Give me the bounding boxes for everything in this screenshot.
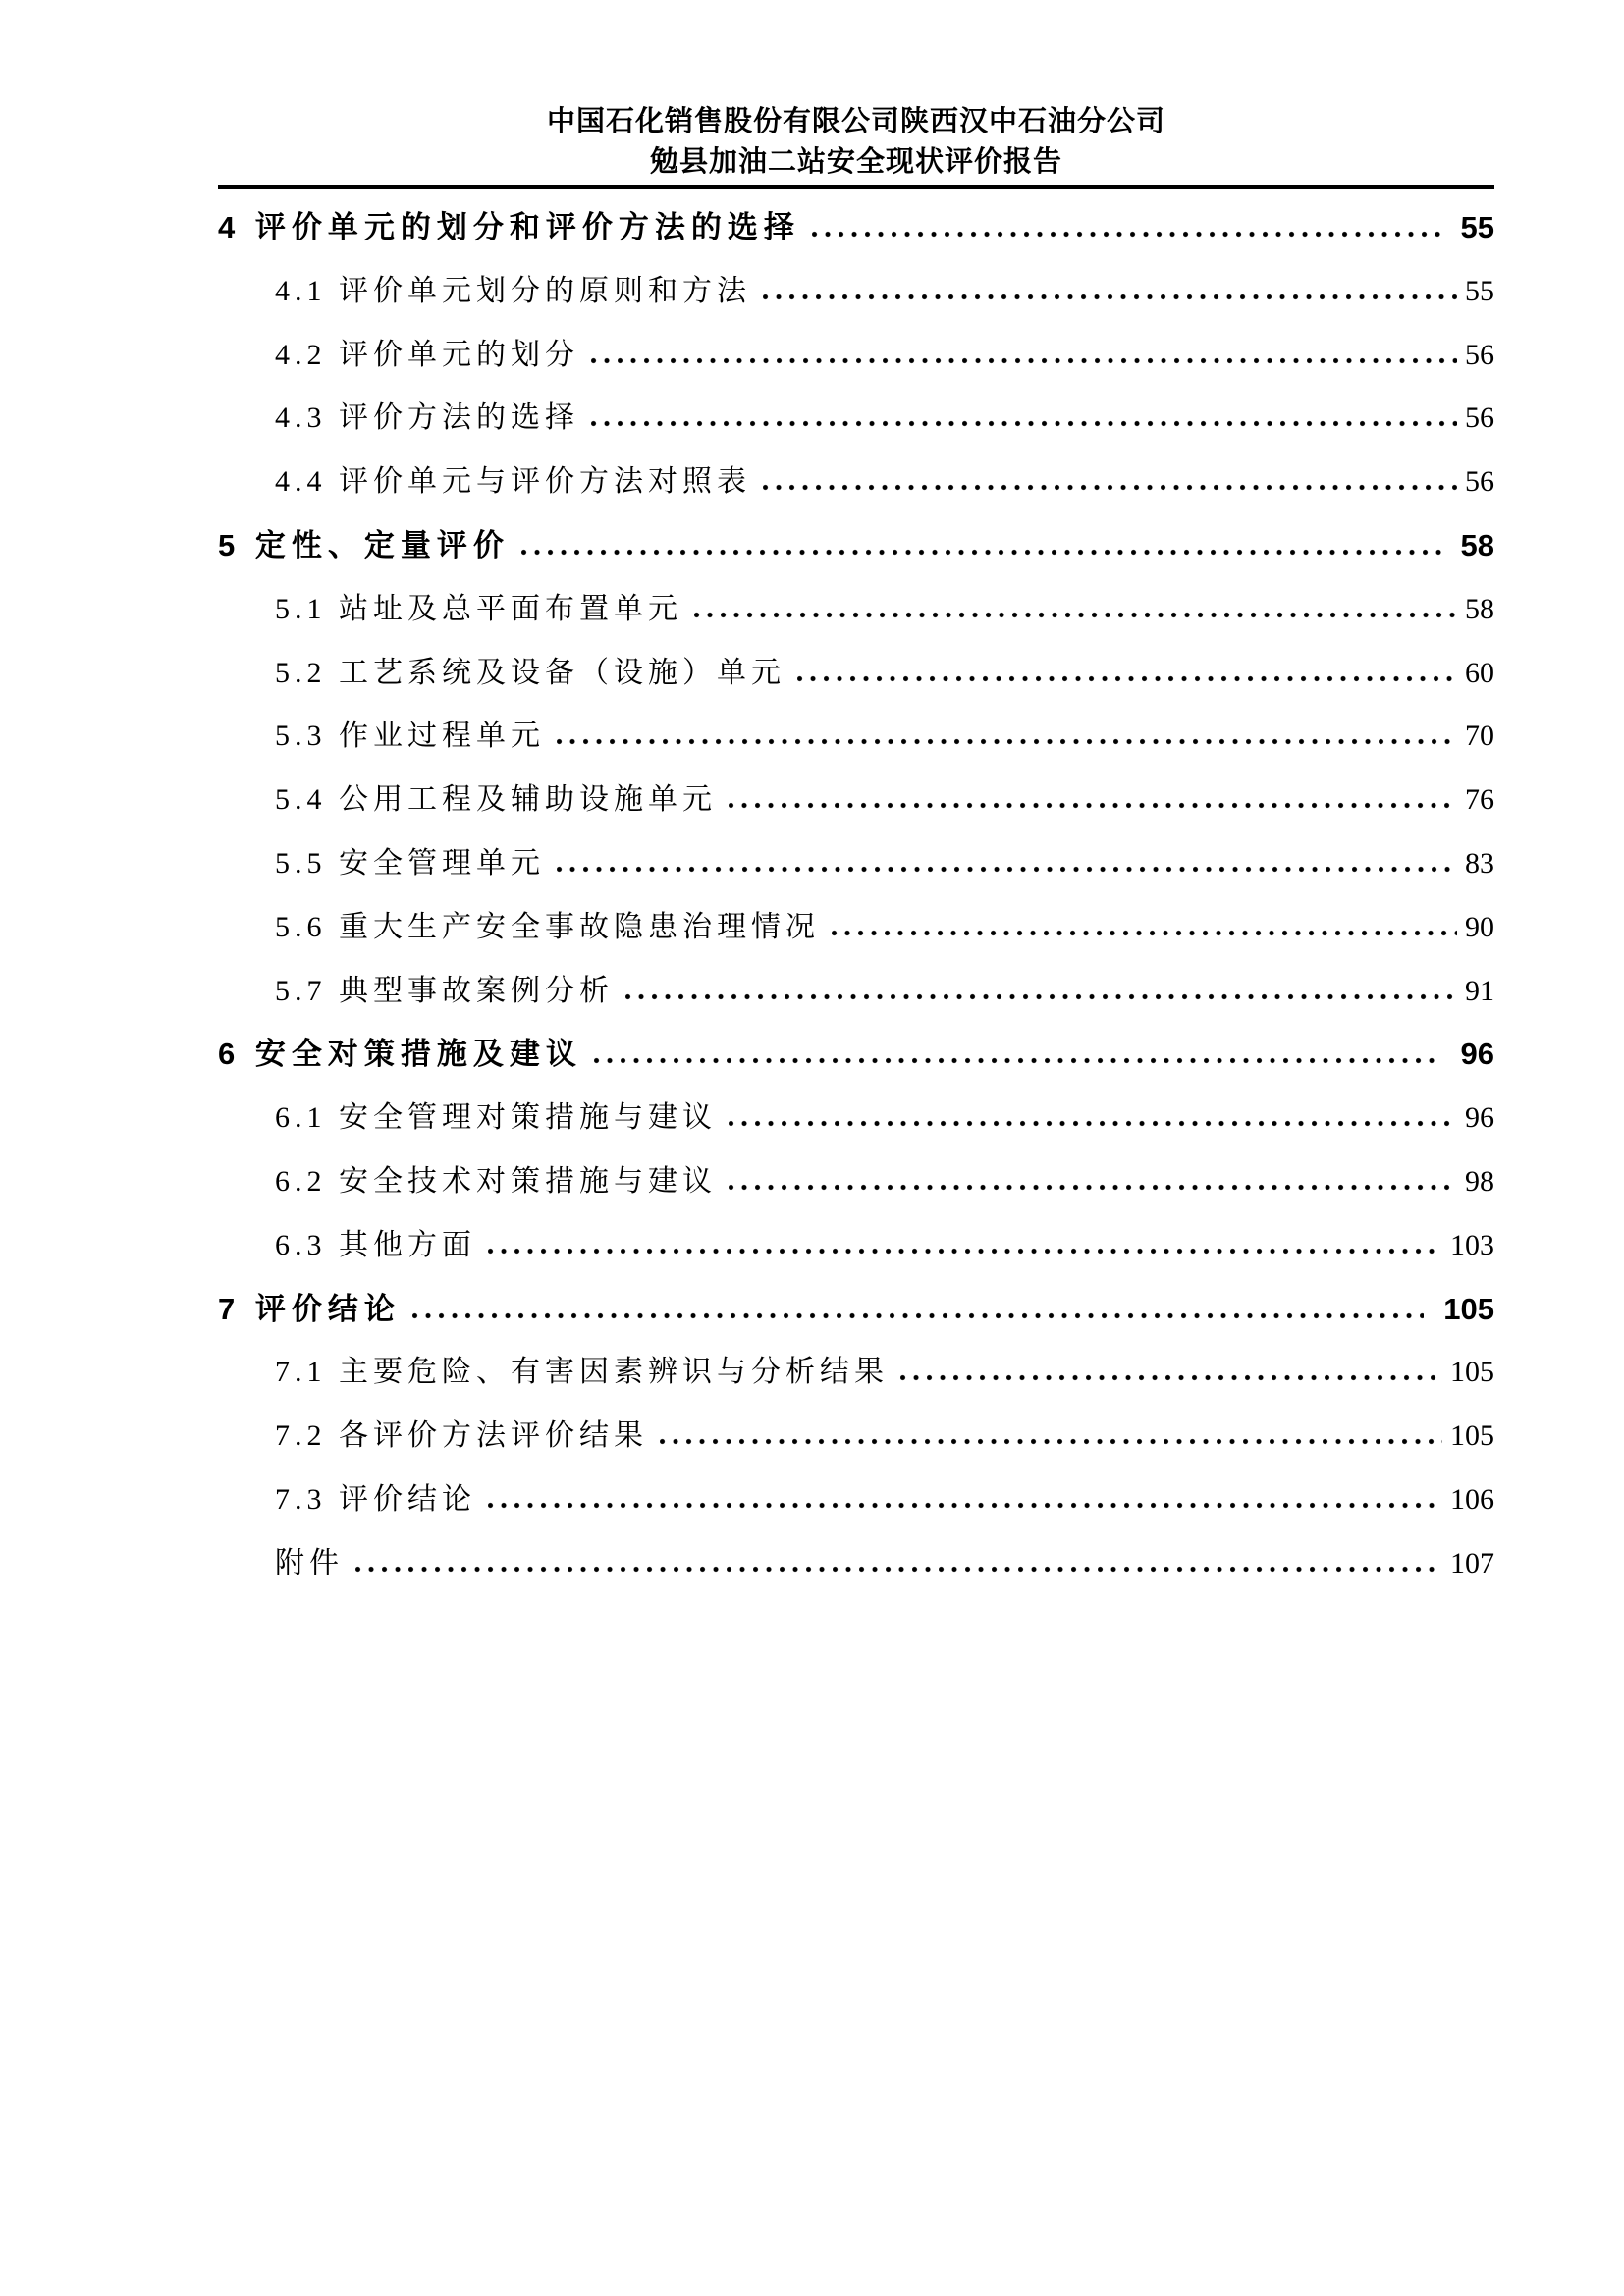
dot-leader (729, 1120, 1457, 1127)
toc-entry-label: 6.1 安全管理对策措施与建议 (275, 1101, 717, 1135)
toc-entry-page: 83 (1465, 846, 1494, 880)
toc-entry[interactable] (218, 960, 1494, 1024)
dot-leader (797, 675, 1457, 682)
toc-entry-page: 76 (1465, 783, 1494, 817)
dot-leader (900, 1374, 1442, 1381)
toc-entry-page: 105 (1450, 1356, 1494, 1389)
dot-leader (625, 993, 1457, 1000)
toc-entry[interactable] (218, 1405, 1494, 1468)
toc-entry[interactable] (218, 514, 1494, 578)
toc-entry-page: 56 (1465, 465, 1494, 499)
toc-entry-label: 5.1 站址及总平面布置单元 (275, 592, 682, 625)
toc-entry[interactable] (218, 1214, 1494, 1278)
toc-entry[interactable] (218, 642, 1494, 706)
dot-leader (729, 802, 1457, 809)
toc-entry-page: 98 (1465, 1164, 1494, 1198)
toc-entry-label: 附件 (275, 1546, 344, 1579)
dot-leader (412, 1312, 1424, 1319)
dot-leader (594, 1057, 1441, 1064)
dot-leader (557, 866, 1457, 873)
toc-entry-page: 96 (1465, 1101, 1494, 1135)
toc-entry-label: 5.3 作业过程单元 (275, 720, 545, 753)
toc-entry-page: 56 (1465, 401, 1494, 435)
toc-entry-page: 105 (1450, 1419, 1494, 1453)
dot-leader (660, 1438, 1442, 1445)
toc-entry-page: 58 (1460, 527, 1494, 562)
page-header (218, 0, 1494, 183)
toc-entry-label: 5.7 典型事故案例分析 (275, 974, 614, 1007)
toc-entry[interactable] (218, 1087, 1494, 1150)
toc-entry-label: 7.2 各评价方法评价结果 (275, 1419, 648, 1453)
toc-entry-page: 60 (1465, 656, 1494, 689)
dot-leader (488, 1248, 1442, 1255)
toc-entry[interactable] (218, 705, 1494, 769)
toc-entry[interactable] (218, 578, 1494, 642)
toc-entry-page: 58 (1465, 592, 1494, 625)
toc-entry[interactable] (218, 451, 1494, 514)
toc-entry-label: 5.5 安全管理单元 (275, 846, 545, 880)
toc-entry-label: 7.3 评价结论 (275, 1482, 476, 1516)
header-divider (218, 185, 1494, 189)
toc-entry-page: 105 (1443, 1291, 1494, 1326)
toc-entry-page: 56 (1465, 338, 1494, 371)
toc-entry-label: 6.3 其他方面 (275, 1228, 476, 1261)
dot-leader (812, 231, 1441, 238)
toc-entry[interactable] (218, 387, 1494, 451)
toc-entry[interactable] (218, 1468, 1494, 1532)
header-report-title-line: 勉县加油二站安全现状评价报告 (649, 146, 1062, 178)
header-company-line: 中国石化销售股份有限公司陕西汉中石油分公司 (546, 106, 1165, 137)
toc-entry[interactable] (218, 260, 1494, 324)
toc-entry-page: 103 (1450, 1228, 1494, 1261)
toc-entry-page: 55 (1465, 274, 1494, 307)
dot-leader (557, 738, 1457, 745)
table-of-contents (218, 196, 1494, 1596)
toc-entry-page: 70 (1465, 720, 1494, 753)
toc-entry[interactable] (218, 896, 1494, 960)
dot-leader (488, 1502, 1442, 1509)
toc-entry-label: 5 定性、定量评价 (218, 527, 510, 562)
toc-entry[interactable] (218, 196, 1494, 260)
toc-entry-page: 55 (1460, 210, 1494, 244)
toc-entry-label: 6 安全对策措施及建议 (218, 1037, 582, 1072)
dot-leader (355, 1566, 1442, 1573)
toc-entry-label: 4 评价单元的划分和评价方法的选择 (218, 210, 800, 244)
toc-entry-page: 90 (1465, 910, 1494, 943)
dot-leader (832, 930, 1457, 936)
toc-entry-label: 5.6 重大生产安全事故隐患治理情况 (275, 910, 820, 943)
toc-entry-page: 91 (1465, 974, 1494, 1007)
toc-entry-label: 5.2 工艺系统及设备（设施）单元 (275, 656, 785, 689)
dot-leader (521, 549, 1441, 556)
toc-entry[interactable] (218, 1150, 1494, 1214)
toc-entry-label: 4.3 评价方法的选择 (275, 401, 579, 435)
toc-entry[interactable] (218, 1023, 1494, 1087)
toc-entry[interactable] (218, 1341, 1494, 1405)
dot-leader (763, 294, 1457, 300)
dot-leader (763, 484, 1457, 491)
toc-entry-label: 7.1 主要危险、有害因素辨识与分析结果 (275, 1356, 889, 1389)
toc-entry[interactable] (218, 324, 1494, 388)
dot-leader (591, 357, 1457, 364)
toc-entry-label: 4.2 评价单元的划分 (275, 338, 579, 371)
dot-leader (591, 420, 1457, 427)
toc-entry-label: 4.4 评价单元与评价方法对照表 (275, 465, 751, 499)
toc-entry[interactable] (218, 769, 1494, 832)
toc-entry-label: 5.4 公用工程及辅助设施单元 (275, 783, 717, 817)
toc-entry-label: 4.1 评价单元划分的原则和方法 (275, 274, 751, 307)
toc-entry[interactable] (218, 1278, 1494, 1342)
toc-entry-label: 7 评价结论 (218, 1291, 401, 1326)
dot-leader (729, 1184, 1457, 1191)
dot-leader (694, 612, 1457, 618)
toc-entry-page: 106 (1450, 1482, 1494, 1516)
toc-entry[interactable] (218, 1532, 1494, 1596)
toc-entry-label: 6.2 安全技术对策措施与建议 (275, 1164, 717, 1198)
toc-entry-page: 107 (1450, 1546, 1494, 1579)
toc-entry[interactable] (218, 832, 1494, 896)
toc-entry-page: 96 (1460, 1037, 1494, 1072)
